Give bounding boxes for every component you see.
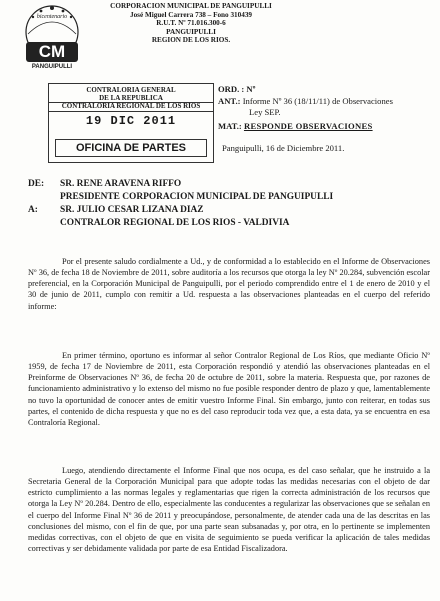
- ord-value: Nº: [246, 84, 256, 94]
- letterhead: [96, 2, 286, 45]
- body-paragraph-2: [28, 350, 430, 428]
- logo-top-text: bicentenario: [36, 14, 68, 20]
- de-title: PRESIDENTE CORPORACION MUNICIPAL DE PANGUIPULLI: [60, 192, 334, 202]
- ord-line: [218, 84, 255, 95]
- stamp-line-3: CONTRALORIA REGIONAL DE LOS RIOS: [49, 102, 213, 112]
- place-date: Panguipulli, 16 de Diciembre 2011.: [222, 143, 345, 153]
- body-paragraph-3-text: Luego, atendiendo directamente el Informe Final que nos ocupa, es del caso señalar, que he instruido a la Secretaria General de la Corporación Municipal para que adopte todas las medidas necesarias con el objeto de dar estricto cumplimiento a las normas legales y reglamentarias que rigen la correcta administración de los recursos que otorga la Ley Nº 20.284. Dentro de ello, especialmente las conducentes a regularizar las observaciones que se señalan en el cuerpo del Informe Final Nº 36 de 2011 y preocupándose, personalmente, de atender cada una de las descritas en las conclusiones del mismo, con el fin de que, por una parte sean subsanadas y, por otra, en lo pertinente se implementen medidas correctivas, con el objeto de que en visita de seguimiento se pueda verificar la aplicación de tales medidas correctivas y ser debidamente validada por parte de esa Entidad Fiscalizadora.: [28, 466, 430, 554]
- body-paragraph-1-text: Por el presente saludo cordialmente a Ud., y de conformidad a lo establecido en el Informe de Observaciones Nº 36, de fecha 18 de Noviembre de 2011, sobre auditoría a los recursos que otorga la ley Nº 20.284, subvención escolar preferencial, en la Corporación Municipal de Panguipulli, por el periodo comprendido entre el 1 de enero de 2010 y el 30 de junio de 2011, cumplo con remitir a Ud. respuesta a las observaciones planteadas en el cuerpo del referido informe:: [28, 257, 430, 311]
- mat-label: MAT.:: [218, 121, 242, 131]
- a-title: CONTRALOR REGIONAL DE LOS RIOS - VALDIVIA: [60, 218, 290, 228]
- stamp-header: [49, 87, 213, 112]
- org-city: PANGUIPULLI: [166, 27, 216, 36]
- stamp-line-1: CONTRALORIA GENERAL: [86, 86, 176, 94]
- body-paragraph-3: [28, 465, 430, 554]
- org-region: REGION DE LOS RIOS.: [151, 36, 231, 45]
- stamp-office: OFICINA DE PARTES: [55, 139, 207, 157]
- mat-line: [218, 121, 373, 132]
- ord-label: ORD. :: [218, 84, 245, 94]
- corporation-logo: [14, 2, 90, 76]
- org-address: José Miguel Carrera 738 – Fono 310439: [129, 10, 253, 19]
- reception-stamp: [48, 83, 214, 163]
- org-name: CORPORACION MUNICIPAL DE PANGUIPULLI: [110, 2, 272, 10]
- ant-value-2: Ley SEP.: [249, 107, 281, 117]
- logo-bottom-text: PANGUIPULLI: [31, 64, 73, 70]
- ant-line: [218, 96, 434, 107]
- ant-value: Informe Nº 36 (18/11/11) de Observaciones: [242, 96, 393, 106]
- org-rut: R.U.T. Nº 71.016.300-6: [156, 19, 226, 28]
- de-label: DE:: [28, 179, 45, 189]
- a-name: SR. JULIO CESAR LIZANA DIAZ: [60, 205, 204, 215]
- logo-mark: CM: [38, 42, 66, 61]
- mat-value: RESPONDE OBSERVACIONES: [243, 121, 373, 131]
- body-paragraph-2-text: En primer término, oportuno es informar al señor Contralor Regional de Los Ríos, que mediante Oficio Nº 1959, de fecha 17 de Noviembre de 2011, esta Corporación respondió y atendió las observaciones planteadas en el Preinforme de Observaciones Nº 36, de fecha 20 de octubre de 2011, sobre la materia. Respuesta que, por razones de funcionamiento administrativo y lo extenso del mismo no fue posible responder dentro de plazo y que, lamentablemente no tuvo la oportunidad de conocer antes de emitir vuestro Informe Final. Sin embargo, junto con reiterar, en todas sus partes, el contenido de dicha respuesta y que no es del caso reproducir toda vez que, a esta data, ya se encuentra en esa Contraloría Regional.: [28, 351, 430, 427]
- de-name: SR. RENE ARAVENA RIFFO: [60, 179, 182, 189]
- a-label: A:: [28, 205, 38, 215]
- stamp-date: 19 DIC 2011: [85, 114, 177, 128]
- stamp-line-2: DE LA REPUBLICA: [99, 93, 163, 102]
- ant-label: ANT.:: [218, 96, 241, 106]
- body-paragraph-1: [28, 256, 430, 312]
